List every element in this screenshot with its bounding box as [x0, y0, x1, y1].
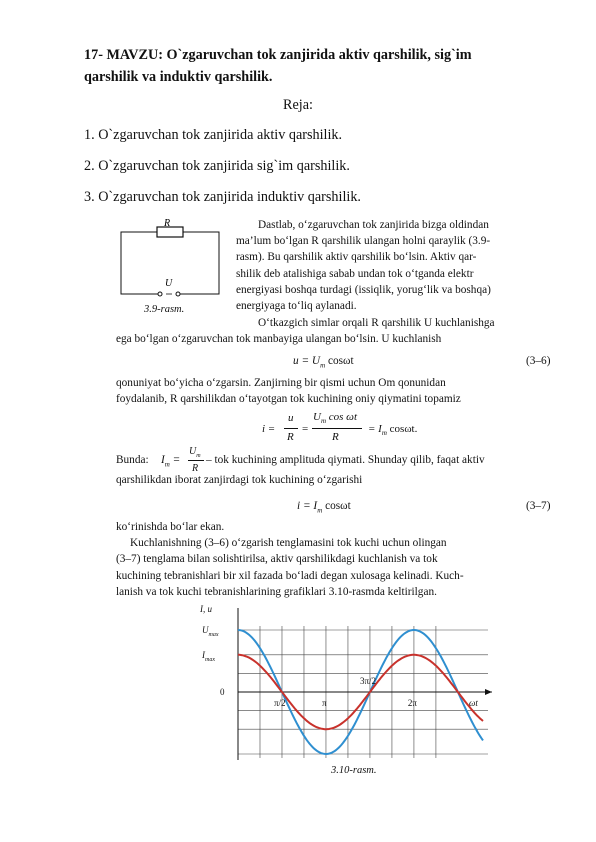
equation-3-7-sub: m	[317, 506, 323, 515]
topic-heading	[84, 44, 534, 88]
paragraph-4-line: kuchining tebranishlari bir xil fazada bo‘ladi degan xulosaga kelinadi. Kuch-	[116, 569, 464, 582]
paragraph-2-line: ega bo‘lgan o‘zgaruvchan tok manbayiga ulangan bo‘lsin. U kuchlanish	[116, 333, 442, 346]
resistor-label: R	[164, 218, 171, 229]
paragraph-2	[116, 315, 558, 347]
paragraph-4-line: lanish va tok kuchi tebranishlarining grafiklari 3.10-rasmda keltirilgan.	[116, 585, 437, 598]
bunda-line-2: qarshilikdan iborat zanjirdagi tok kuchining o‘zgarishi	[116, 474, 363, 486]
equation-current-rhs: = $I_m$ cosωt.	[368, 423, 418, 438]
equation-current	[262, 411, 462, 447]
terminal-right	[176, 292, 180, 296]
equation-3-6-number: (3–6)	[526, 355, 551, 367]
fraction-1-bar	[284, 428, 298, 429]
paragraph-4	[116, 519, 558, 600]
fraction-1-denominator: R	[287, 431, 294, 443]
x-axis-arrow	[485, 689, 492, 695]
voltage-label: U	[165, 278, 173, 289]
bunda-im: $I_m$ =	[161, 454, 181, 469]
paragraph-3	[116, 375, 558, 407]
bunda-prefix: Bunda:	[116, 454, 149, 466]
paragraph-1-line: Dastlab, o‘zgaruvchan tok zanjirida bizga oldindan	[258, 219, 489, 231]
paragraph-3-line: qonuniyat bo‘yicha o‘zgarsin. Zanjirning bir qismi uchun Om qonunidan	[116, 377, 446, 389]
paragraph-2-line: O‘tkazgich simlar orqali R qarshilik U kuchlanishga	[258, 317, 495, 329]
equation-3-6	[293, 355, 354, 369]
paragraph-1-line: shilik deb atalishiga sabab undan tok o‘tganda elektr	[236, 267, 474, 280]
paragraph-4-line: (3–7) tenglama bilan solishtirilsa, aktiv qarshilikdagi kuchlanish va tok	[116, 553, 438, 566]
bunda-frac-den: R	[192, 463, 199, 474]
topic-heading-line-2: qarshilik va induktiv qarshilik.	[84, 69, 273, 85]
figure-3-9-caption: 3.9-rasm.	[144, 304, 185, 315]
plan-title: Reja:	[283, 97, 313, 113]
paragraph-1-line: rasm). Bu qarshilik aktiv qarshilik bo‘lsin. Aktiv qar-	[236, 251, 477, 264]
fraction-2-denominator: R	[332, 431, 339, 443]
fraction-1-numerator: u	[288, 412, 294, 424]
x-axis-label: ωt	[469, 698, 478, 708]
fraction-2-numerator: $U_m$ cos ωt	[313, 411, 358, 426]
equation-3-6-sub: m	[320, 361, 326, 370]
waveform-chart	[196, 600, 502, 760]
equation-3-6-text: u = U	[293, 355, 321, 367]
y-tick-imax: $I_{max}$	[202, 649, 215, 663]
figure-3-10-caption: 3.10-rasm.	[331, 765, 377, 776]
fraction-2-bar	[312, 428, 362, 429]
equation-3-6-tail: cosωt	[325, 355, 354, 367]
paragraph-4-line: ko‘rinishda bo‘lar ekan.	[116, 521, 225, 533]
paragraph-1	[236, 217, 556, 314]
terminal-left	[158, 292, 162, 296]
equation-3-7	[297, 500, 351, 514]
equation-3-7-tail: cosωt	[322, 500, 351, 512]
equals-sign: =	[302, 423, 309, 435]
plan-item-1: 1. O`zgaruvchan tok zanjirida aktiv qarshilik.	[84, 127, 343, 143]
x-tick-label: 2π	[407, 698, 417, 708]
y-tick-umax: $U_{max}$	[202, 625, 219, 638]
equation-3-7-text: i = I	[297, 500, 318, 512]
plan-item-2: 2. O`zgaruvchan tok zanjirida sig`im qarshilik.	[84, 158, 350, 174]
bunda-frac-num: $U_m$	[189, 446, 201, 459]
paragraph-4-line: Kuchlanishning (3–6) o‘zgarish tenglamasini tok kuchi uchun olingan	[130, 537, 447, 550]
bunda-suffix: – tok kuchining amplituda qiymati. Shunday qilib, faqat aktiv	[206, 454, 485, 466]
y-axis-label: I, u	[200, 604, 212, 614]
equation-current-lhs: i =	[262, 423, 276, 435]
paragraph-1-line: energiyaga to‘liq aylanadi.	[236, 300, 357, 313]
paragraph-1-line: energiyasi boshqa turdagi (issiqlik, yorug‘lik va boshqa)	[236, 283, 491, 296]
x-tick-label: π/2	[273, 698, 286, 708]
x-tick-label: 3π/2	[359, 676, 376, 686]
paragraph-1-line: ma’lum bo‘lgan R qarshilik ulangan holni qaraylik (3.9-	[236, 235, 491, 248]
x-tick-label: π	[321, 698, 327, 708]
paragraph-3-line: foydalanib, R qarshilikdan o‘tayotgan tok kuchining oniy qiymatini topamiz	[116, 393, 461, 406]
topic-heading-line-1: 17- MAVZU: O`zgaruvchan tok zanjirida aktiv qarshilik, sig`im	[84, 47, 472, 63]
plan-item-3: 3. O`zgaruvchan tok zanjirida induktiv qarshilik.	[84, 189, 361, 205]
equation-3-7-number: (3–7)	[526, 500, 551, 512]
bunda-paragraph	[116, 446, 558, 486]
y-tick-zero: 0	[220, 687, 225, 697]
